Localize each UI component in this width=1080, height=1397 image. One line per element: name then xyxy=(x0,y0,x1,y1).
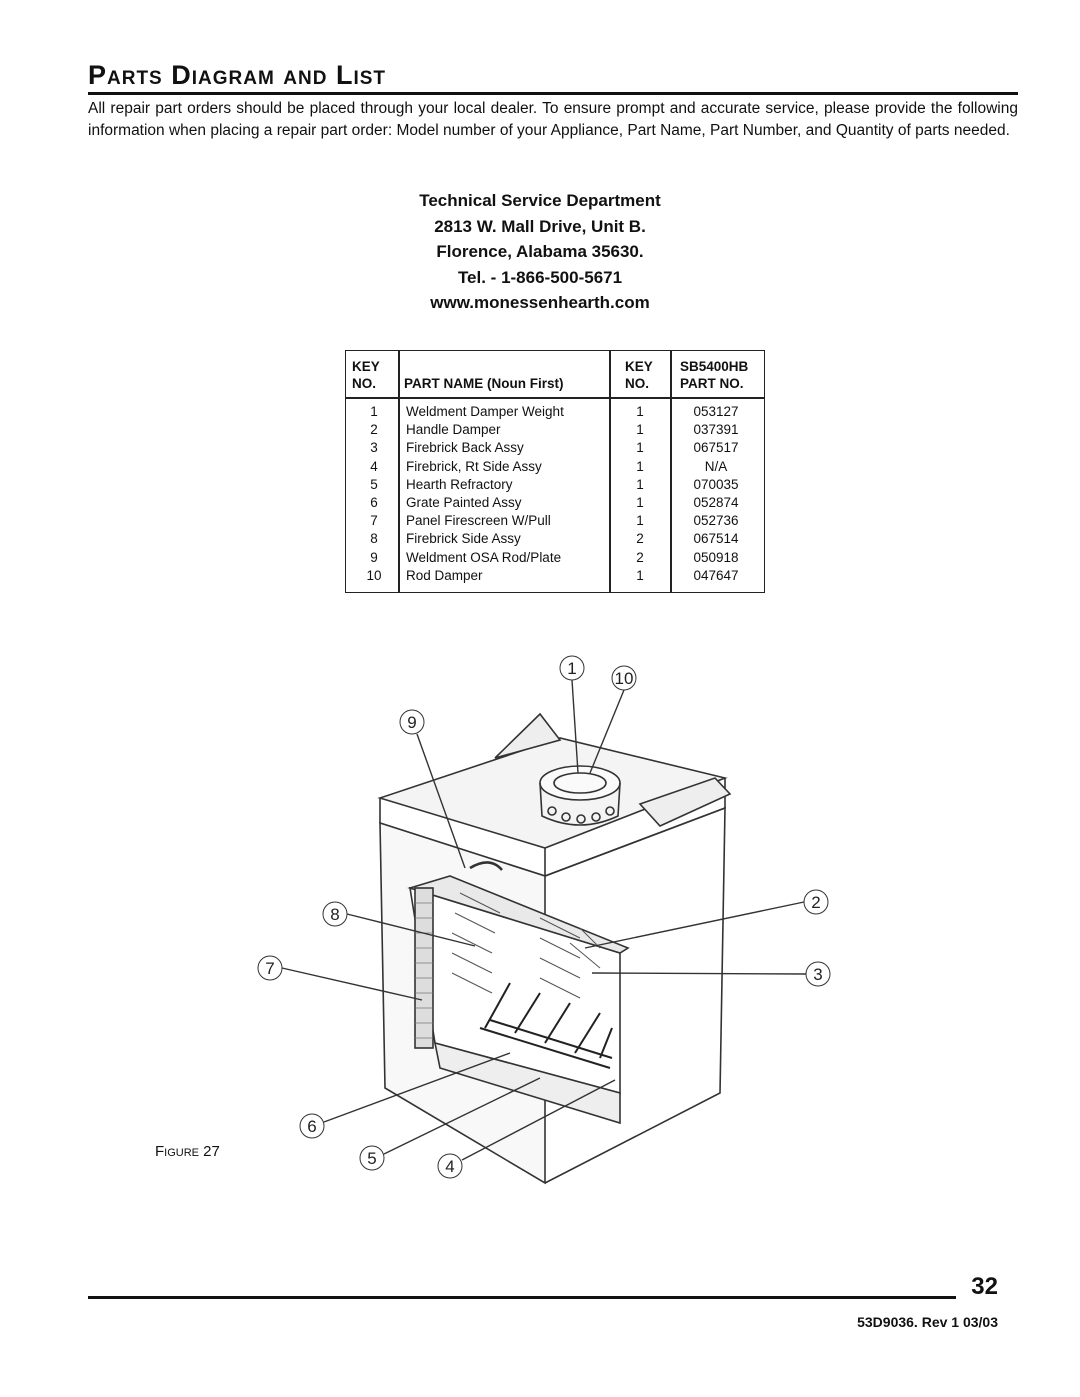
table-divider xyxy=(398,351,400,592)
table-cell-part-no: 037391 xyxy=(693,422,739,438)
table-cell-key: 8 xyxy=(370,531,378,547)
website-link[interactable]: www.monessenhearth.com xyxy=(430,293,650,312)
telephone: Tel. - 1-866-500-5671 xyxy=(457,267,623,287)
table-cell-key: 3 xyxy=(370,440,378,456)
table-cell-part-no: 047647 xyxy=(693,567,739,583)
table-cell-qty: 1 xyxy=(636,567,644,583)
page-number: 32 xyxy=(971,1273,998,1300)
table-cell-part-no: N/A xyxy=(704,458,728,474)
table-cell-qty: 1 xyxy=(636,513,644,529)
title-rule xyxy=(88,92,1018,95)
table-cell-name: Hearth Refractory xyxy=(406,476,513,492)
table-cell-qty: 1 xyxy=(636,404,644,419)
table-cell-name: Firebrick Back Assy xyxy=(406,440,524,456)
document-id: 53D9036. Rev 1 03/03 xyxy=(857,1314,998,1330)
table-cell-key: 2 xyxy=(370,422,378,438)
header-key-no: KEY NO. xyxy=(352,359,380,391)
table-cell-name: Grate Painted Assy xyxy=(406,494,522,510)
table-divider xyxy=(609,351,611,592)
table-cell-part-no: 067514 xyxy=(693,531,739,547)
svg-text:4: 4 xyxy=(445,1157,455,1176)
page-title: Parts Diagram and List xyxy=(88,60,386,90)
table-cell-key: 4 xyxy=(370,458,378,474)
table-cell-qty: 2 xyxy=(636,531,644,547)
table-cell-part-no: 070035 xyxy=(693,476,739,492)
table-cell-name: Firebrick, Rt Side Assy xyxy=(406,458,542,474)
city-state-zip: Florence, Alabama 35630. xyxy=(436,242,644,261)
table-cell-key: 1 xyxy=(370,404,378,419)
table-cell-part-no: 067517 xyxy=(693,440,739,456)
table-cell-part-no: 052736 xyxy=(693,513,739,529)
table-cell-qty: 1 xyxy=(636,440,644,456)
svg-text:10: 10 xyxy=(614,669,634,688)
table-divider xyxy=(670,351,672,592)
callout-3 xyxy=(592,962,830,986)
key-column xyxy=(354,403,394,585)
table-cell-part-no: 053127 xyxy=(693,404,739,419)
svg-text:2: 2 xyxy=(811,893,821,912)
figure-caption: Figure 27 xyxy=(155,1143,220,1160)
svg-text:8: 8 xyxy=(330,905,340,924)
table-cell-part-no: 050918 xyxy=(693,549,739,565)
table-cell-key: 9 xyxy=(370,549,378,565)
qty-column xyxy=(612,403,668,585)
header-divider xyxy=(346,397,764,399)
fireplace-exploded-diagram xyxy=(240,648,860,1208)
svg-text:1: 1 xyxy=(567,659,577,678)
table-cell-key: 6 xyxy=(370,494,378,510)
table-cell-name: Panel Firescreen W/Pull xyxy=(406,513,551,529)
table-cell-qty: 1 xyxy=(636,422,644,438)
svg-text:9: 9 xyxy=(407,713,417,732)
table-cell-name: Weldment Damper Weight xyxy=(406,404,564,419)
service-address xyxy=(0,188,1080,316)
svg-text:5: 5 xyxy=(367,1149,377,1168)
street-address: 2813 W. Mall Drive, Unit B. xyxy=(434,216,646,236)
table-cell-key: 10 xyxy=(366,567,382,583)
callout-2 xyxy=(585,890,828,948)
table-cell-part-no: 052874 xyxy=(693,494,739,510)
table-cell-key: 5 xyxy=(370,476,378,492)
table-cell-name: Firebrick Side Assy xyxy=(406,531,521,547)
table-cell-name: Rod Damper xyxy=(406,567,483,583)
table-cell-key: 7 xyxy=(370,513,378,529)
parts-table xyxy=(345,350,765,593)
header-part-name: PART NAME (Noun First) xyxy=(404,376,564,391)
svg-text:6: 6 xyxy=(307,1117,317,1136)
table-cell-name: Handle Damper xyxy=(406,422,501,438)
part-no-column xyxy=(676,403,756,585)
table-cell-qty: 1 xyxy=(636,494,644,510)
svg-text:7: 7 xyxy=(265,959,275,978)
table-cell-qty: 1 xyxy=(636,476,644,492)
header-qty: KEY NO. xyxy=(625,359,653,391)
table-cell-name: Weldment OSA Rod/Plate xyxy=(406,549,562,565)
table-cell-qty: 2 xyxy=(636,549,644,565)
footer-rule xyxy=(88,1296,956,1299)
svg-text:3: 3 xyxy=(813,965,823,984)
part-name-column xyxy=(406,403,564,585)
department-name: Technical Service Department xyxy=(419,191,661,210)
header-part-no: SB5400HB PART NO. xyxy=(680,359,749,391)
table-cell-qty: 1 xyxy=(636,458,644,474)
intro-paragraph: All repair part orders should be placed through your local dealer. To ensure prompt and accurate service, please provide the following information when placing a repair part order: Model number of your Appliance, Part Name, Part Number, and Quantity of parts needed. xyxy=(88,100,1018,139)
